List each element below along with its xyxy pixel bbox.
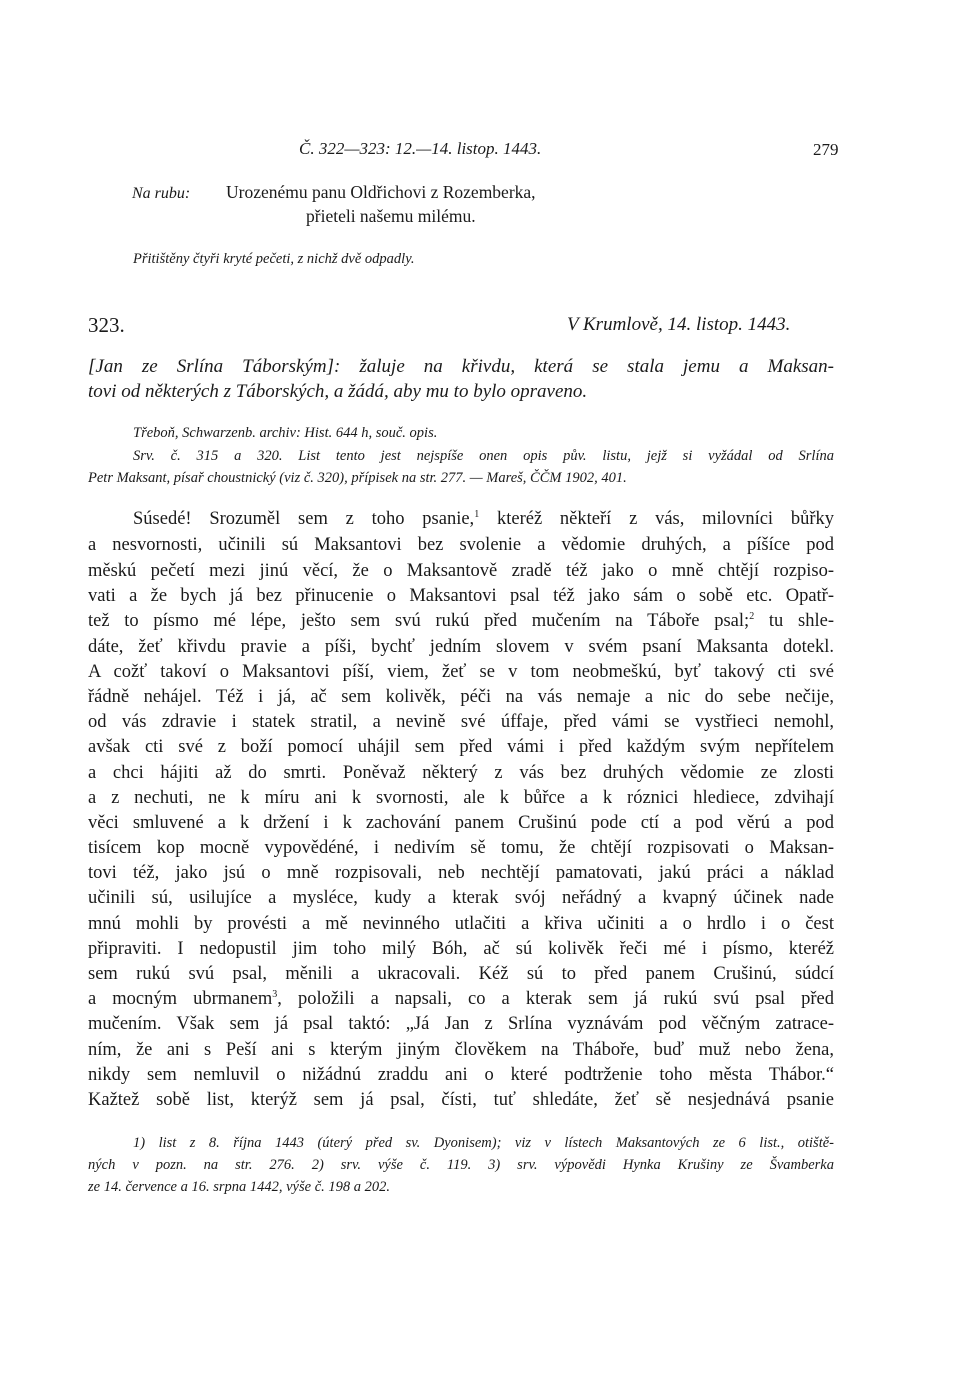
body-line: připraviti. I nedopustil jim toho milý Bóh, ač sú kolivěk řeči mé i písmo, kteréž <box>88 939 834 959</box>
seal-note: Přitištěny čtyři kryté pečeti, z nichž dvě odpadly. <box>133 251 415 267</box>
body-line: řádně nehájel. Též i já, ač sem kolivěk, péči na vás nemaje a nic do sebe nečije, <box>88 687 834 707</box>
body-line: od vás zdravie i statek stratil, a nevině své úffaje, před vámi se vystřieci nemohl, <box>88 712 834 732</box>
note-line-1: Srv. č. 315 a 320. List tento jest nejspíše onen opis pův. listu, jejž si vyžádal od Srlína <box>133 448 834 464</box>
regest-line-1: [Jan ze Srlína Táborským]: žaluje na křivdu, která se stala jemu a Maksan- <box>88 356 834 377</box>
body-line: Kažtež sobě list, kterýž sem já psal, čísti, tuť shledáte, žeť sě nesjednává psanie <box>88 1090 834 1110</box>
body-line: a mocným ubrmanem$^3$, položili a napsali, co a kterak sem já rukú svú psal před <box>88 988 834 1009</box>
body-line: dáte, žeť křivdu pravie a píši, bychť jedním slovem v svém psaní Maksanta dotekl. <box>88 637 834 657</box>
place-date: V Krumlově, 14. listop. 1443. <box>567 314 791 335</box>
address-label: Na rubu: <box>132 185 191 202</box>
page-number: 279 <box>813 140 839 159</box>
body-line: ním, že ani s Peší ani s kterým jiným člověkem na Tháboře, buď muž nebo žena, <box>88 1040 834 1060</box>
body-line: učinili sú, usilujíce a mysléce, kudy a kterak svój neřádný a kvapný účinek nade <box>88 888 834 908</box>
note-line-2: Petr Maksant, písař choustnický (viz č. 320), přípisek na str. 277. — Mareš, ČČM 1902, 401. <box>88 470 627 486</box>
regest-line-2: tovi od některých z Táborských, a žádá, aby mu to bylo opraveno. <box>88 381 588 402</box>
footnote-line-3: ze 14. července a 16. srpna 1442, výše č. 198 a 202. <box>88 1179 391 1195</box>
body-line: nikdy sem nemluvil o nižádnú zraddu ani o které podtrženie toho města Thábor.“ <box>88 1065 834 1085</box>
footnote-line-1: 1) list z 8. října 1443 (úterý před sv. Dyonisem); viz v lístech Maksantových ze 6 list., otiště- <box>133 1135 834 1151</box>
address-line-2: přieteli našemu milému. <box>306 206 476 226</box>
address-line-1: Urozenému panu Oldřichovi z Rozemberka, <box>226 182 536 202</box>
body-line: a nesvornosti, učinili sú Maksantovi bez svolenie a vědomie druhých, a píšíce pod <box>88 535 834 555</box>
body-line: tisícem kop mocně vypovědéné, i nedivím sě tomu, že chtějí rozpisovati o Maksan- <box>88 838 834 858</box>
body-line: mučením. Však sem já psal taktó: „Já Jan z Srlína vyznávám pod věčným zatrace- <box>88 1014 834 1034</box>
body-line: Súsedé! Srozuměl sem z toho psanie,$^1$ kteréž někteří z vás, milovníci bůřky <box>133 508 834 529</box>
body-line: měskú pečetí mezi jinú věcí, že o Maksantově zradě též jako o mně chtějí rozpiso- <box>88 561 834 581</box>
document-number: 323. <box>88 313 125 337</box>
footnote-line-2: ných v pozn. na str. 276. 2) srv. výše č. 119. 3) srv. výpovědi Hynka Krušiny ze Švamberka <box>88 1157 834 1173</box>
body-line: vati a že bych já bez přinucenie o Maksantovi psal též jako sám o sobě etc. Opatř- <box>88 586 834 606</box>
body-line: A cožť takoví o Maksantovi píší, viem, žeť se v tom neobmeškú, byť takový cti své <box>88 662 834 682</box>
body-line: a z nechuti, ne k míru ani k svornosti, ale k bůřce a k róznici hlediece, zdvihají <box>88 788 834 808</box>
source-note: Třeboň, Schwarzenb. archiv: Hist. 644 h, souč. opis. <box>133 425 438 441</box>
body-line: mnú mohli by provésti a mě nevinného utlačiti a křiva učiniti a o hrdlo i o čest <box>88 914 834 934</box>
body-line: avšak cti své z boží pomocí uhájil sem před vámi i před každým svým nepřítelem <box>88 737 834 757</box>
body-line: a chci hájiti až do smrti. Poněvaž některý z vás bez druhých vědomie ze zlosti <box>88 763 834 783</box>
running-head: Č. 322—323: 12.—14. listop. 1443. <box>299 139 542 158</box>
body-line: věci smluvené a k držení i k zachování panem Crušinú pode ctí a pod věrú a pod <box>88 813 834 833</box>
body-line: tovi též, jako jsú o mně rozpisovali, neb nechtějí pamatovati, jakú práci a náklad <box>88 863 834 883</box>
body-line: tež to písmo mé lépe, ješto sem svú rukú před mučením na Táboře psal;$^2$ tu shle- <box>88 610 834 631</box>
body-line: sem rukú svú psal, měnili a ukracovali. Kéž sú to před panem Crušinú, súdcí <box>88 964 834 984</box>
